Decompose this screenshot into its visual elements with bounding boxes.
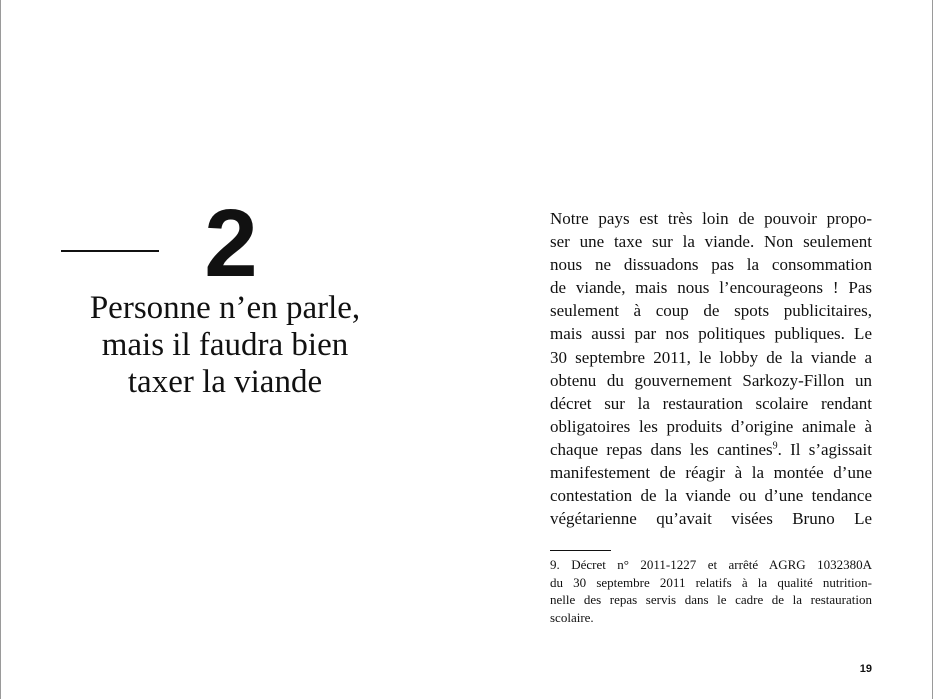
- body-line: seulement à coup de spots publicitaires,: [550, 301, 872, 321]
- body-line: obligatoires les produits d’origine animale à: [550, 416, 872, 436]
- body-line-with-footnote-ref: [550, 438, 872, 461]
- body-line: végétarienne qu’avait visées Bruno Le: [550, 509, 872, 529]
- chapter-number: 2: [204, 190, 258, 297]
- footnote-line: du 30 septembre 2011 relatifs à la qualité nutrition-: [550, 574, 872, 590]
- footnote-line: scolaire.: [550, 609, 594, 625]
- chapter-rule: [61, 250, 159, 252]
- body-line: mais aussi par nos politiques publiques. Le: [550, 324, 872, 344]
- footnote-line: 9. Décret n° 2011-1227 et arrêté AGRG 1032380A: [550, 557, 872, 572]
- page-edge-left: [0, 0, 1, 699]
- chapter-title-line: Personne n’en parle,: [89, 290, 361, 326]
- page-number: 19: [859, 663, 872, 675]
- body-line: nous ne dissuadons pas la consommation: [550, 255, 872, 275]
- body-line: de viande, mais nous l’encourageons ! Pas: [550, 278, 872, 298]
- body-line: manifestement de réagir à la montée d’une: [550, 463, 872, 483]
- body-line-text: chaque repas dans les cantines: [550, 439, 773, 459]
- chapter-title: [40, 290, 410, 401]
- footnote: [550, 556, 872, 626]
- footnote-rule: [550, 550, 611, 551]
- footnote-line: nelle des repas servis dans le cadre de la restauration: [550, 592, 872, 608]
- body-line: obtenu du gouvernement Sarkozy-Fillon un: [550, 370, 872, 390]
- body-line: contestation de la viande ou d’une tendance: [550, 486, 872, 506]
- footnote-reference[interactable]: 9: [772, 440, 778, 452]
- chapter-title-line: taxer la viande: [127, 364, 323, 400]
- body-paragraph: [550, 207, 872, 530]
- body-line: décret sur la restauration scolaire rendant: [550, 393, 872, 413]
- chapter-title-line: mais il faudra bien: [101, 327, 349, 363]
- body-line: ser une taxe sur la viande. Non seulement: [550, 232, 872, 252]
- body-line: Notre pays est très loin de pouvoir propo-: [550, 209, 872, 228]
- body-line: 30 septembre 2011, le lobby de la viande a: [550, 347, 872, 367]
- body-line-text: . Il s’agissait: [777, 439, 873, 459]
